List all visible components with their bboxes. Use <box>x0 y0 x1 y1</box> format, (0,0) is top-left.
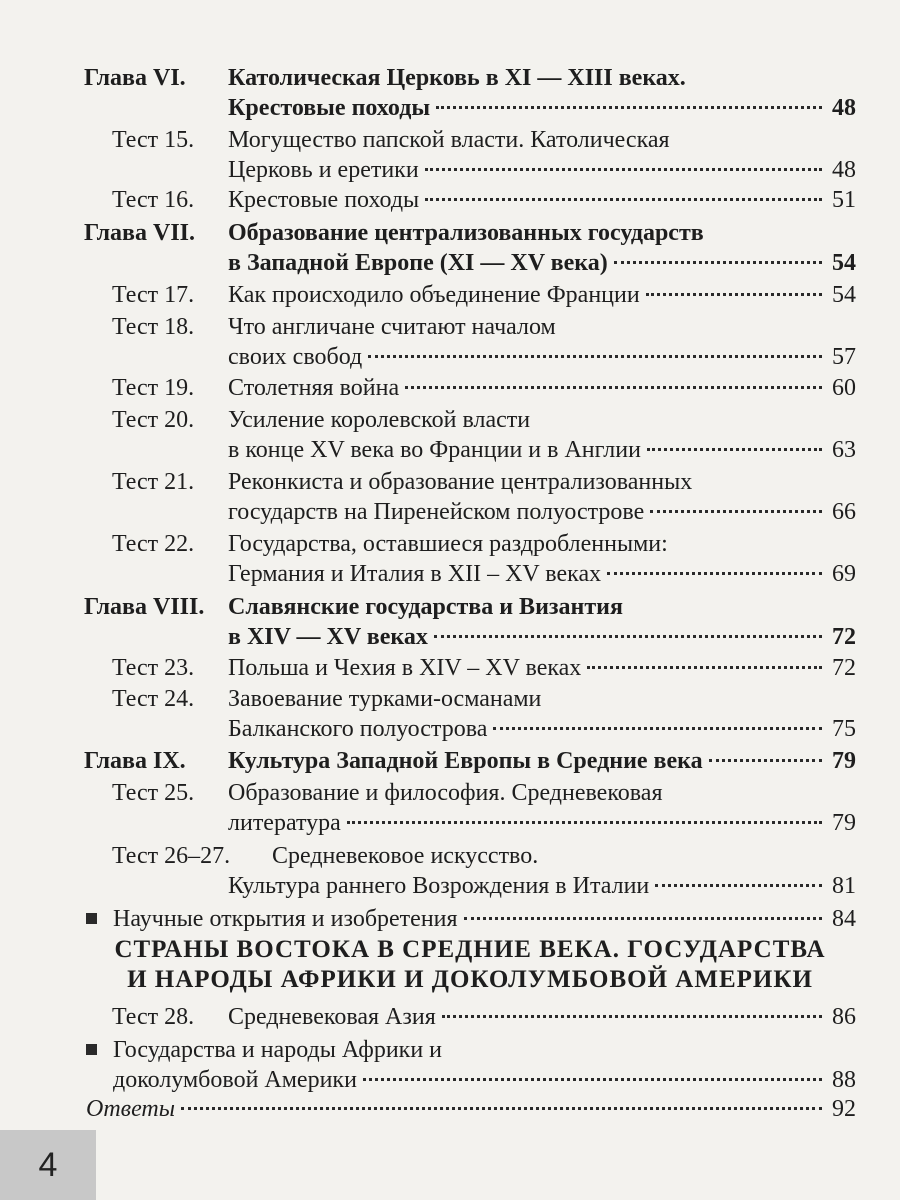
chapter-title: Образование централизованных государств <box>228 220 704 246</box>
test-title: Что англичане считают началом <box>228 314 556 340</box>
dot-leader <box>464 917 822 920</box>
chapter-label: Глава VII. <box>84 220 195 246</box>
page-ref: 81 <box>832 873 856 899</box>
toc-test-15 <box>112 124 856 156</box>
dot-leader <box>655 884 822 887</box>
dot-leader <box>181 1107 822 1110</box>
toc-test-17 <box>112 279 856 311</box>
chapter-label: Глава IX. <box>84 748 186 774</box>
dot-leader <box>607 572 822 575</box>
toc-test-25-cont <box>228 807 856 839</box>
toc-test-22-cont <box>228 558 856 590</box>
toc-chapter-7 <box>84 217 856 249</box>
page-ref: 60 <box>832 375 856 401</box>
page-ref: 69 <box>832 561 856 587</box>
toc-chapter-6 <box>84 62 856 94</box>
toc-test-24-cont <box>228 713 856 745</box>
toc-africa-item-cont <box>113 1064 856 1096</box>
test-title: Как происходило объединение Франции <box>228 282 640 308</box>
toc-chapter-8-cont <box>228 621 856 653</box>
toc-test-22 <box>112 528 856 560</box>
page-ref: 48 <box>832 157 856 183</box>
test-title: Государства, оставшиеся раздробленными: <box>228 531 668 557</box>
test-label: Тест 15. <box>112 127 195 153</box>
dot-leader <box>647 448 822 451</box>
test-title-cont: государств на Пиренейском полуострове <box>228 499 645 525</box>
dot-leader <box>434 635 822 638</box>
test-title-cont: Германия и Италия в XII – XV веках <box>228 561 602 587</box>
toc-chapter-8 <box>84 591 856 623</box>
toc-test-18-cont <box>228 341 856 373</box>
test-title: Крестовые походы <box>228 187 420 213</box>
toc-test-26-27-cont <box>228 870 856 902</box>
toc-answers <box>86 1093 856 1125</box>
toc-test-25 <box>112 777 856 809</box>
test-title: Столетняя война <box>228 375 400 401</box>
test-label: Тест 23. <box>112 655 195 681</box>
chapter-label: Глава VIII. <box>84 594 205 620</box>
test-title: Средневековое искусство. <box>272 843 539 869</box>
page-ref: 84 <box>832 906 856 932</box>
chapter-title-cont: в Западной Европе (XI — XV века) <box>228 250 608 276</box>
page-ref: 54 <box>832 250 856 276</box>
toc-science-item <box>86 903 856 935</box>
toc-chapter-7-cont <box>228 247 856 279</box>
test-label: Тест 20. <box>112 407 195 433</box>
test-label: Тест 19. <box>112 375 195 401</box>
toc-test-18 <box>112 311 856 343</box>
test-label: Тест 21. <box>112 469 195 495</box>
toc-test-24 <box>112 683 856 715</box>
chapter-title-cont: Крестовые походы <box>228 95 431 121</box>
dot-leader <box>493 727 822 730</box>
dot-leader <box>650 510 822 513</box>
answers-title: Ответы <box>86 1096 176 1122</box>
test-title: Усиление королевской власти <box>228 407 531 433</box>
dot-leader <box>368 355 822 358</box>
page-ref: 66 <box>832 499 856 525</box>
dot-leader <box>363 1078 822 1081</box>
dot-leader <box>614 261 822 264</box>
toc-test-23 <box>112 652 856 684</box>
page-ref: 72 <box>832 624 856 650</box>
toc-test-20-cont <box>228 434 856 466</box>
test-title: Могущество папской власти. Католическая <box>228 127 670 153</box>
dot-leader <box>587 666 822 669</box>
test-title-cont: Балканского полуострова <box>228 716 488 742</box>
chapter-title: Католическая Церковь в XI — XIII веках. <box>228 65 686 91</box>
chapter-title: Славянские государства и Византия <box>228 594 623 620</box>
test-title-cont: литература <box>228 810 341 836</box>
page-ref: 92 <box>832 1096 856 1122</box>
toc-test-26-27 <box>112 840 856 872</box>
dot-leader <box>646 293 822 296</box>
toc-test-15-cont <box>228 154 856 186</box>
toc-test-21-cont <box>228 496 856 528</box>
test-label: Тест 16. <box>112 187 195 213</box>
test-title: Завоевание турками-османами <box>228 686 542 712</box>
chapter-label: Глава VI. <box>84 65 186 91</box>
item-title-cont: доколумбовой Америки <box>113 1067 357 1093</box>
page-ref: 72 <box>832 655 856 681</box>
toc-chapter-9 <box>84 745 856 777</box>
test-title-cont: своих свобод <box>228 344 363 370</box>
toc-chapter-6-cont <box>228 92 856 124</box>
page-number-text: 4 <box>38 1145 58 1184</box>
toc-test-20 <box>112 404 856 436</box>
test-label: Тест 24. <box>112 686 195 712</box>
page-ref: 57 <box>832 344 856 370</box>
test-label: Тест 28. <box>112 1004 195 1030</box>
toc-africa-item <box>86 1034 856 1066</box>
item-title: Государства и народы Африки и <box>113 1037 443 1063</box>
test-label: Тест 22. <box>112 531 195 557</box>
test-label: Тест 26–27. <box>112 843 231 869</box>
test-title-cont: Культура раннего Возрождения в Италии <box>228 873 650 899</box>
page-ref: 88 <box>832 1067 856 1093</box>
test-label: Тест 17. <box>112 282 195 308</box>
test-title-cont: Церковь и еретики <box>228 157 419 183</box>
toc-test-16 <box>112 184 856 216</box>
dot-leader <box>709 759 822 762</box>
test-label: Тест 18. <box>112 314 195 340</box>
page-ref: 63 <box>832 437 856 463</box>
dot-leader <box>425 168 822 171</box>
page-number <box>0 1130 96 1200</box>
page-ref: 51 <box>832 187 856 213</box>
bullet-square-icon <box>86 913 97 924</box>
toc-test-21 <box>112 466 856 498</box>
dot-leader <box>425 198 822 201</box>
page-ref: 86 <box>832 1004 856 1030</box>
toc-test-28 <box>112 1001 856 1033</box>
test-title-cont: в конце XV века во Франции и в Англии <box>228 437 641 463</box>
test-title: Образование и философия. Средневековая <box>228 780 663 806</box>
section-heading-line2: И НАРОДЫ АФРИКИ И ДОКОЛУМБОВОЙ АМЕРИКИ <box>127 966 813 993</box>
page-ref: 54 <box>832 282 856 308</box>
test-title: Средневековая Азия <box>228 1004 436 1030</box>
test-label: Тест 25. <box>112 780 195 806</box>
item-title: Научные открытия и изобретения <box>113 906 458 932</box>
test-title: Реконкиста и образование централизованных <box>228 469 693 495</box>
page-ref: 79 <box>832 748 856 774</box>
chapter-title-cont: в XIV — XV веках <box>228 624 428 650</box>
bullet-square-icon <box>86 1044 97 1055</box>
section-heading-line1: СТРАНЫ ВОСТОКА В СРЕДНИЕ ВЕКА. ГОСУДАРСТВА <box>114 936 826 963</box>
page-ref: 75 <box>832 716 856 742</box>
chapter-title: Культура Западной Европы в Средние века <box>228 748 703 774</box>
toc-test-19 <box>112 372 856 404</box>
dot-leader <box>442 1015 822 1018</box>
test-title: Польша и Чехия в XIV – XV веках <box>228 655 582 681</box>
page-ref: 48 <box>832 95 856 121</box>
dot-leader <box>436 106 822 109</box>
dot-leader <box>347 821 822 824</box>
dot-leader <box>405 386 822 389</box>
page-ref: 79 <box>832 810 856 836</box>
